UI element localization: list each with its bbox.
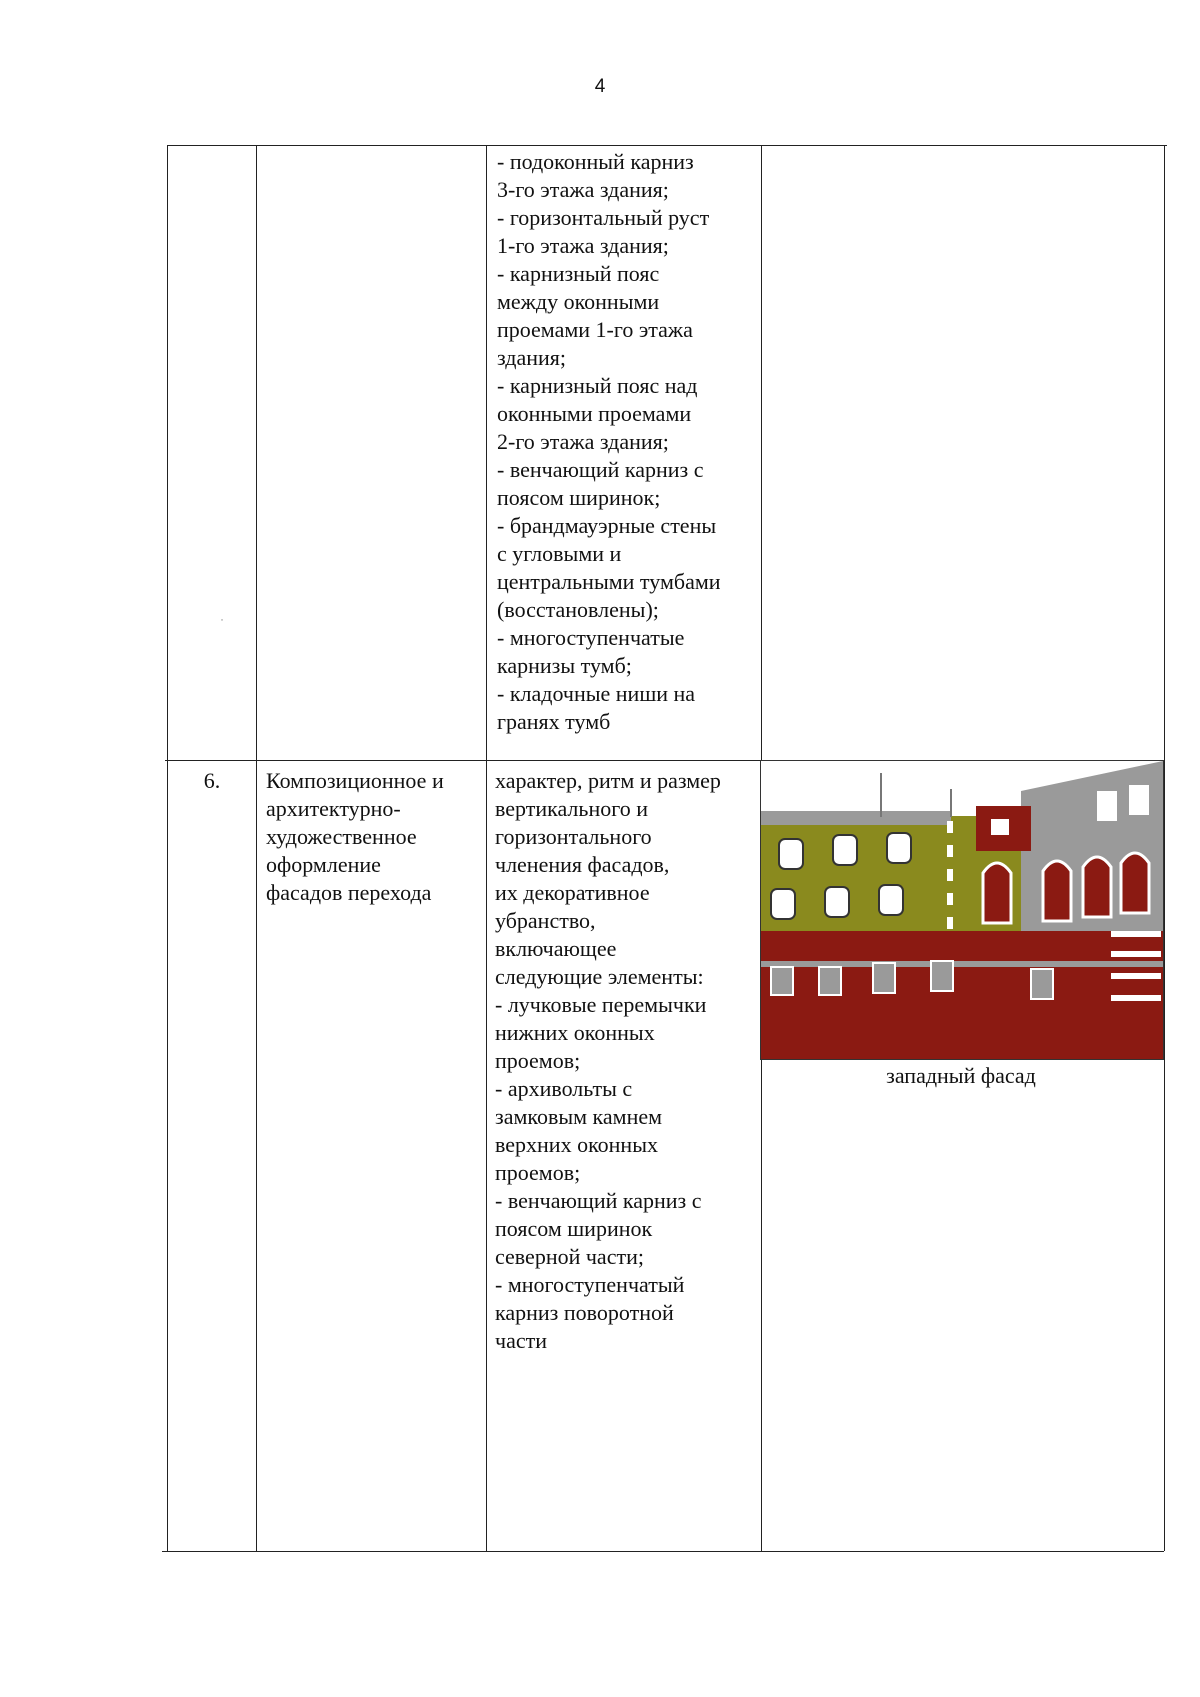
col-border-right	[1164, 145, 1165, 1551]
list-item: характер, ритм и размер	[495, 768, 721, 793]
list-item: гранях тумб	[497, 709, 611, 734]
building-photo	[760, 760, 1164, 1060]
list-item: следующие элементы:	[495, 964, 704, 989]
list-item: - венчающий карниз с	[495, 1188, 702, 1213]
list-item: верхних оконных	[495, 1132, 658, 1157]
object-name	[266, 767, 484, 907]
list-item: - многоступенчатый	[495, 1272, 685, 1297]
row-number-cell: 6.	[203, 768, 221, 793]
list-item: (восстановлены);	[497, 597, 659, 622]
object-name-line: фасадов перехода	[266, 880, 432, 905]
list-item: - карнизный пояс	[497, 261, 660, 286]
list-item: их декоративное	[495, 880, 650, 905]
list-item: между оконными	[497, 289, 660, 314]
list-item: - горизонтальный руст	[497, 205, 710, 230]
col-border-2	[486, 145, 487, 1551]
elements-list-cell	[497, 148, 759, 736]
object-name-line: архитектурно-	[266, 796, 401, 821]
list-item: - кладочные ниши на	[497, 681, 696, 706]
list-item: вертикального и	[495, 796, 648, 821]
list-item: северной части;	[495, 1244, 644, 1269]
list-item: - многоступенчатые	[497, 625, 685, 650]
list-item: замковым камнем	[495, 1104, 663, 1129]
list-item: нижних оконных	[495, 1020, 655, 1045]
building-photo-icon	[761, 761, 1163, 1059]
scan-mark: ˙	[220, 616, 224, 630]
list-item: убранство,	[495, 908, 596, 933]
object-name-line: оформление	[266, 852, 381, 877]
elements-list	[497, 148, 759, 736]
list-item: с угловыми и	[497, 541, 622, 566]
list-item: - лучковые перемычки	[495, 992, 707, 1017]
table-bottom-border	[162, 1551, 1164, 1552]
list-item: 2-го этажа здания;	[497, 429, 669, 454]
list-item: - подоконный карниз	[497, 149, 694, 174]
object-name-line: художественное	[266, 824, 417, 849]
list-item: проемов;	[495, 1048, 581, 1073]
elements-list-cell	[495, 767, 759, 1355]
page-number: 4	[594, 76, 606, 97]
list-item: проемов;	[495, 1160, 581, 1185]
col-border-left	[167, 145, 168, 1551]
list-item: здания;	[497, 345, 567, 370]
row-name-cell	[266, 767, 484, 907]
list-item: включающее	[495, 936, 617, 961]
list-item: 1-го этажа здания;	[497, 233, 669, 258]
list-item: - архивольты с	[495, 1076, 633, 1101]
list-item: карнизы тумб;	[497, 653, 632, 678]
col-border-1	[256, 145, 257, 1551]
list-item: - карнизный пояс над	[497, 373, 698, 398]
list-item: поясом ширинок	[495, 1216, 653, 1241]
object-name-line: Композиционное и	[266, 768, 444, 793]
list-item: - брандмауэрные стены	[497, 513, 717, 538]
list-item: горизонтального	[495, 824, 652, 849]
list-item: 3-го этажа здания;	[497, 177, 669, 202]
list-item: поясом ширинок;	[497, 485, 661, 510]
list-item: - венчающий карниз с	[497, 457, 704, 482]
list-item: проемами 1-го этажа	[497, 317, 693, 342]
list-item: оконными проемами	[497, 401, 692, 426]
list-item: карниз поворотной	[495, 1300, 674, 1325]
table-top-border	[167, 145, 1167, 146]
list-item: членения фасадов,	[495, 852, 670, 877]
photo-caption: западный фасад	[886, 1063, 1036, 1088]
list-item: центральными тумбами	[497, 569, 721, 594]
list-item: части	[495, 1328, 547, 1353]
elements-list	[495, 767, 759, 1355]
